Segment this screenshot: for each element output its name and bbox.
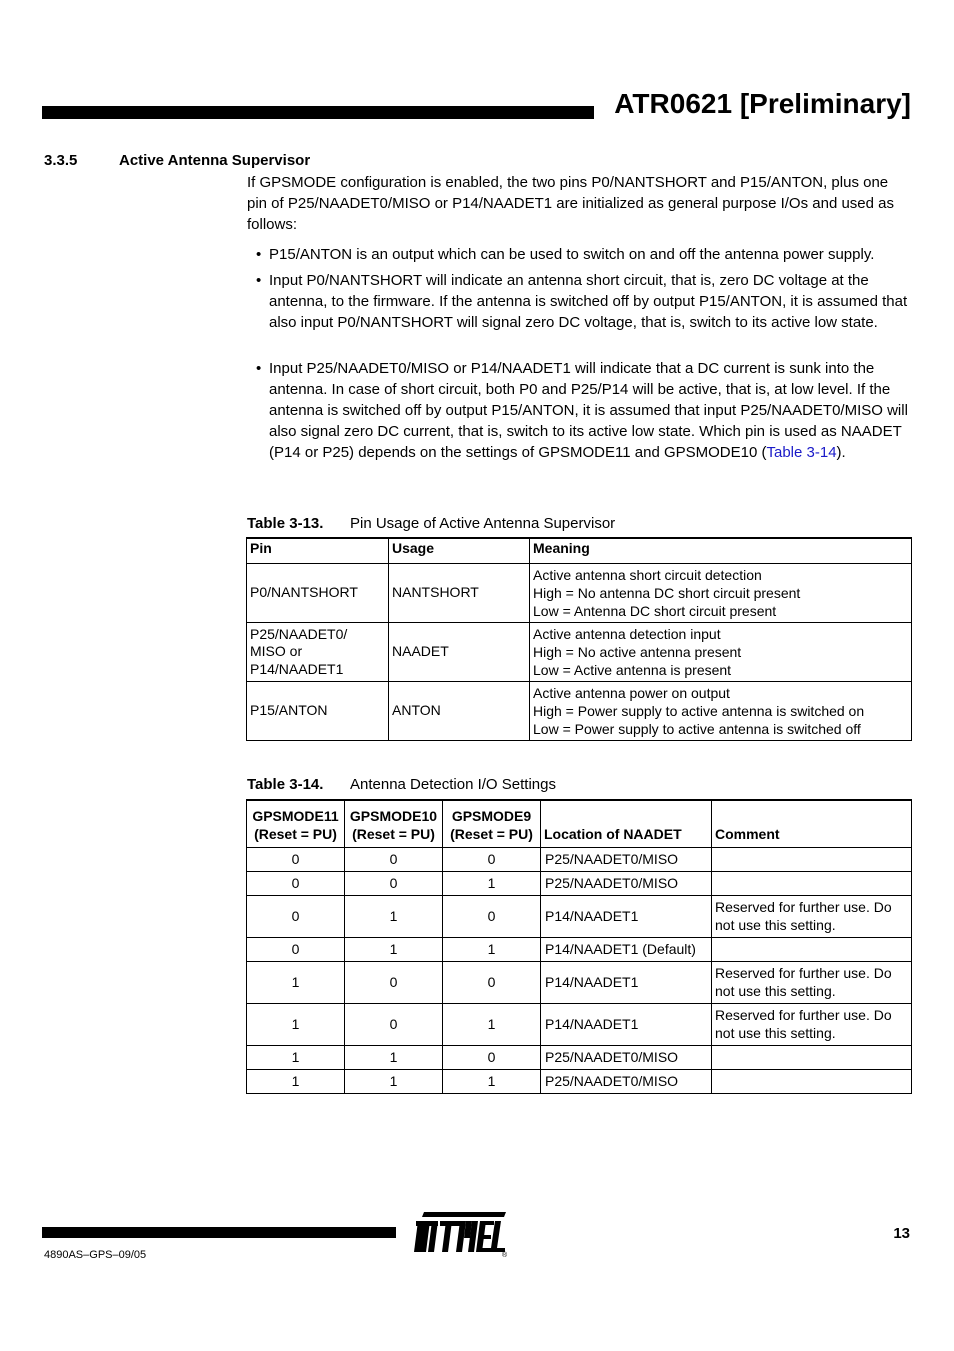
table-row <box>247 1070 912 1094</box>
cell-gpsmode10: 0 <box>345 848 443 872</box>
header-location: Location of NAADET <box>541 800 712 848</box>
table1-caption-number: Table 3-13. <box>247 515 324 532</box>
cell-comment <box>712 848 912 872</box>
cell-meaning <box>530 564 912 623</box>
meaning-line: Active antenna short circuit detection <box>533 567 762 583</box>
header-gpsmode11 <box>247 800 345 848</box>
antenna-detection-table <box>246 799 912 1094</box>
cell-gpsmode9: 0 <box>443 848 541 872</box>
cell-gpsmode9: 1 <box>443 872 541 896</box>
table-row <box>247 623 912 682</box>
bullet-marker: • <box>256 246 262 263</box>
cell-usage: NANTSHORT <box>389 564 530 623</box>
header-line: (Reset = PU) <box>450 825 533 842</box>
header-line: (Reset = PU) <box>254 825 337 842</box>
cell-gpsmode9: 0 <box>443 896 541 938</box>
cell-usage: ANTON <box>389 682 530 741</box>
registered-mark: ® <box>502 1252 508 1258</box>
cell-gpsmode11: 0 <box>247 938 345 962</box>
intro-paragraph: If GPSMODE configuration is enabled, the two pins P0/NANTSHORT and P15/ANTON, plus one pin of P25/NAADET0/MISO or P14/NAADET1 are initialized as general purpose I/Os and used as follows: <box>247 174 894 233</box>
cell-gpsmode10: 0 <box>345 1004 443 1046</box>
cell-location: P25/NAADET0/MISO <box>541 872 712 896</box>
cell-gpsmode11: 1 <box>247 962 345 1004</box>
meaning-line: Low = Active antenna is present <box>533 662 732 678</box>
pin-line: P25/NAADET0/ <box>250 625 348 642</box>
table2-caption-number: Table 3-14. <box>247 776 324 793</box>
cell-gpsmode11: 0 <box>247 872 345 896</box>
comment-line: not use this setting. <box>715 982 836 999</box>
atmel-logo <box>410 1208 510 1258</box>
cell-location: P14/NAADET1 <box>541 896 712 938</box>
header-meaning: Meaning <box>530 538 912 564</box>
bullet-item <box>256 358 911 463</box>
pin-usage-table <box>246 537 912 741</box>
cell-gpsmode10: 1 <box>345 1046 443 1070</box>
cell-gpsmode10: 1 <box>345 938 443 962</box>
cell-comment <box>712 1046 912 1070</box>
cell-gpsmode11: 0 <box>247 848 345 872</box>
table-row <box>247 896 912 938</box>
comment-line: Reserved for further use. Do <box>715 899 892 915</box>
cell-gpsmode10: 1 <box>345 896 443 938</box>
cell-gpsmode11: 1 <box>247 1004 345 1046</box>
cell-comment <box>712 938 912 962</box>
table2-caption <box>247 776 556 793</box>
table-3-14-link[interactable]: Table 3-14 <box>766 444 837 461</box>
meaning-line: Low = Power supply to active antenna is switched off <box>533 721 861 737</box>
section-number: 3.3.5 <box>44 152 78 169</box>
bullet-marker: • <box>256 272 262 289</box>
header-gpsmode9 <box>443 800 541 848</box>
cell-pin: P15/ANTON <box>247 682 389 741</box>
header-line: GPSMODE11 <box>252 808 339 824</box>
header-pin: Pin <box>247 538 389 564</box>
table-row <box>247 962 912 1004</box>
table-header-row <box>247 800 912 848</box>
table-row <box>247 872 912 896</box>
cell-gpsmode9: 1 <box>443 1004 541 1046</box>
header-line: GPSMODE10 <box>349 808 438 824</box>
cell-meaning <box>530 682 912 741</box>
meaning-line: High = No antenna DC short circuit present <box>533 585 801 601</box>
table-row <box>247 1004 912 1046</box>
pin-line: P14/NAADET1 <box>250 660 344 677</box>
table-row <box>247 564 912 623</box>
header-comment: Comment <box>712 800 912 848</box>
pin-line: MISO or <box>250 643 303 660</box>
cell-gpsmode9: 1 <box>443 938 541 962</box>
table-row <box>247 682 912 741</box>
cell-gpsmode11: 0 <box>247 896 345 938</box>
bullet-text: P15/ANTON is an output which can be used to switch on and off the antenna power supply. <box>269 246 875 263</box>
header-rule <box>42 106 594 119</box>
meaning-line: Active antenna power on output <box>533 685 730 701</box>
bullet-text-body: Input P25/NAADET0/MISO or P14/NAADET1 will indicate that a DC current is sunk into the antenna. In case of short circuit, both P0 and P25/P14 will be active, that is, at low level. If the antenna is switched off by output P15/ANTON, it is assumed that input P25/NAADET0/MISO will also signal zero DC current, that is, switch to its active low state. Which pin is used as NAADET (P14 or P25) depends on the settings of GPSMODE11 and GPSMODE10 ( <box>269 360 908 461</box>
cell-usage: NAADET <box>389 623 530 682</box>
cell-location: P25/NAADET0/MISO <box>541 1070 712 1094</box>
header-gpsmode10 <box>345 800 443 848</box>
cell-location: P14/NAADET1 <box>541 962 712 1004</box>
table-row <box>247 848 912 872</box>
bullet-text <box>269 358 911 463</box>
cell-gpsmode10: 0 <box>345 872 443 896</box>
cell-location: P14/NAADET1 (Default) <box>541 938 712 962</box>
cell-gpsmode9: 1 <box>443 1070 541 1094</box>
cell-pin <box>247 623 389 682</box>
comment-line: not use this setting. <box>715 916 836 933</box>
meaning-line: Active antenna detection input <box>533 626 721 642</box>
cell-gpsmode10: 0 <box>345 962 443 1004</box>
cell-gpsmode10: 1 <box>345 1070 443 1094</box>
document-title: ATR0621 [Preliminary] <box>614 88 911 119</box>
cell-meaning <box>530 623 912 682</box>
table-row <box>247 1046 912 1070</box>
page-number: 13 <box>893 1225 910 1242</box>
header-line: (Reset = PU) <box>352 825 435 842</box>
comment-line: not use this setting. <box>715 1024 836 1041</box>
table-header-row <box>247 538 912 564</box>
cell-pin: P0/NANTSHORT <box>247 564 389 623</box>
table1-caption <box>247 515 616 532</box>
cell-location: P25/NAADET0/MISO <box>541 1046 712 1070</box>
bullet-text: Input P0/NANTSHORT will indicate an antenna short circuit, that is, zero DC voltage at the antenna, to the firmware. If the antenna is switched off by output P15/ANTON, it is assumed that also input P0/NANTSHORT will signal zero DC voltage, that is, switch to its active low state. <box>269 272 908 331</box>
document-code: 4890AS–GPS–09/05 <box>44 1249 147 1261</box>
bullet-item <box>256 244 911 265</box>
header-line: GPSMODE9 <box>451 808 532 824</box>
meaning-line: High = No active antenna present <box>533 644 742 660</box>
comment-line: Reserved for further use. Do <box>715 1007 892 1023</box>
meaning-line: High = Power supply to active antenna is switched on <box>533 703 865 719</box>
cell-gpsmode9: 0 <box>443 962 541 1004</box>
bullet-item <box>256 270 911 333</box>
cell-gpsmode11: 1 <box>247 1046 345 1070</box>
table1-caption-title: Pin Usage of Active Antenna Supervisor <box>350 515 616 532</box>
cell-location: P25/NAADET0/MISO <box>541 848 712 872</box>
cell-gpsmode9: 0 <box>443 1046 541 1070</box>
table2-caption-title: Antenna Detection I/O Settings <box>350 776 556 793</box>
cell-comment <box>712 1004 912 1046</box>
comment-line: Reserved for further use. Do <box>715 965 892 981</box>
meaning-line: Low = Antenna DC short circuit present <box>533 603 777 619</box>
bullet-marker: • <box>256 360 262 377</box>
cell-gpsmode11: 1 <box>247 1070 345 1094</box>
bullet-text-tail: ). <box>836 444 846 461</box>
cell-comment <box>712 896 912 938</box>
cell-comment <box>712 962 912 1004</box>
cell-comment <box>712 1070 912 1094</box>
header-usage: Usage <box>389 538 530 564</box>
footer-rule <box>42 1227 396 1238</box>
table-row <box>247 938 912 962</box>
section-title: Active Antenna Supervisor <box>119 152 311 169</box>
cell-location: P14/NAADET1 <box>541 1004 712 1046</box>
cell-comment <box>712 872 912 896</box>
